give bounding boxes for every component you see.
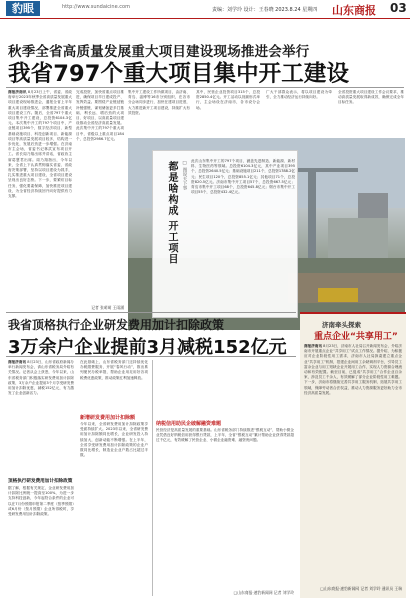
- divider: [6, 356, 296, 357]
- caption-subtitle: □ 图说天下事: [182, 161, 187, 190]
- story1-text-1: 8月23日上午，省委、省政府举行2023年秋季全省高质量发展重大项目建设现场推进会，通报全省上半年重大项目建设情况，部署推进全省重大项目建设工作。随后，全省797个重大项目集中开工建设，总投资6104.3亿元。本次集中开工的797个项目中，产业链项目395个，数字经济项目、新型基础设施项目、科技创新项目、新能源项目等高质量发展项目较多，结构进一步优化，发展后劲进一步增强。在济南市主会场，省委书记林武宣布项目开工。省长周乃翔出席并讲话，省政协主席葛慧君出席。周乃翔指出，今年以来，全省上下认真贯彻落实省委、省政府决策部署，坚持以项目建设为抓手，扎实推进重大项目建设，全省项目建设呈现出良好态势。下一步，要紧盯目标任务，强化要素保障，加快推进项目建设，为全省经济持续回升向好提供有力支撑。: [8, 90, 72, 199]
- story1-column-4: [196, 90, 260, 134]
- story2-column-2: [80, 422, 148, 596]
- story1-text-6: 全省投资重大项目建设工作会议要求，推动高质量发展取得新成效，确保完成全年目标任务。: [338, 90, 404, 105]
- story2-subhead-3: 纳税信用助民企破解融资难题: [156, 421, 222, 427]
- story2-column-2a: [80, 360, 148, 412]
- story2-headline: 3万余户企业提前3月减税152亿元: [8, 337, 287, 358]
- story1-lead: 商报济南讯: [8, 90, 27, 94]
- sidebar-kicker: 济南牵头探索: [322, 321, 361, 329]
- story1-byline: 记者 张萌萌 王雨涵: [91, 305, 124, 310]
- story1-column-5: [266, 90, 332, 134]
- story1-text-3: 集中开工建设工作所做项目，由济南、青岛、淄博等16市分别组织，在各市分会场同步进行，加快在建项目进度，大力推进新开工项目建设，持续扩大有效投资。: [128, 90, 190, 115]
- story1-text-4: 其中，民营企业投资项目315个，总投资2850.4亿元。开工活动以视频形式举行，主会场设在济南市，各市设分会场。: [196, 90, 260, 110]
- story1-column-6: [338, 90, 404, 134]
- story2-column-1: [8, 360, 74, 476]
- sidebar-lead: 商报济南讯: [304, 344, 322, 348]
- section-logo: 豹眼: [6, 1, 40, 16]
- sidebar-byline: □山东商报·速豹新闻网 记者 刘学玲 通讯员 王瑞: [320, 586, 402, 591]
- sidebar-box: [300, 312, 406, 598]
- sidebar-body: [304, 344, 402, 584]
- photo-caption-panel: [152, 150, 298, 318]
- story1-column-3: [128, 90, 190, 134]
- caption-text: 此次山东集中开工的797个项目，涵盖先进制造、新能源、新材料、生物医药等领域。总投资6104.3亿元，其中产业项目395个，总投资2640.5亿元；基础设施项目211个，总投资1788.2亿元；民生项目120个，总投资855.1亿元；其他项目71个，总投资820.5亿元。济南市集中开工项目57个，总投资667.5亿元；青岛市集中开工项目68个，总投资645.8亿元；烟台市集中开工项目55个，总投资432.4亿元。: [191, 159, 295, 195]
- site-url: http://www.sundaicine.com: [62, 4, 130, 10]
- story2-byline: □山东商报·速豹新闻网 记者 刘学玲: [233, 590, 294, 595]
- story2-text-2: 今年以来，全省研发费用加计扣除政策享受面持续扩大。2023年以来，全省研发费用加计扣除额同比增长，企业研发投入持续加大，创新动能不断增强。在上半年，全省享受研发费用加计扣除政策的企业户数同比增长，制造业企业户数占比超过半数。: [80, 422, 148, 458]
- story2-text-3: 在此基础上，山东省税务部门还持续优化办税缴费服务，开展“春风行动”，推出系列便民办税举措，帮助企业用足用好各项税费优惠政策，推动政策红利加速释放。: [80, 360, 148, 380]
- story1-column-1: [8, 90, 72, 312]
- story2-text-1: 8月23日，山东省政府新闻办举行新闻发布会，请山东省税务局介绍有关情况。记者从会上获悉，今年以来，山东省税务部门积极落实研发费用加计扣除政策，3万余户企业提前3个月享受研发费用加计扣除优惠，减税152亿元，有力激发了企业创新活力。: [8, 360, 74, 396]
- newspaper-name: 山东商报: [332, 4, 376, 17]
- story2-column-3a: [156, 360, 224, 420]
- page-meta: 责编：刘学玲 设计：王春晓 2023.8.24 星期四: [212, 7, 318, 13]
- story1-text-2: 完成投资，加快省重点项目推进，确保项目早日建成投产、发挥效益。要围绕产业链延链补链强链，谋划储备更多打基础、利长远、增后劲的大项目、好项目，以高质量项目建设推动全省经济高质量发展。此次集中开工的797个重大项目中，省级以上重点项目184个，总投资2986.7亿元。: [76, 90, 124, 141]
- divider: [6, 87, 404, 88]
- story1-headline: 我省797个重大项目集中开工建设: [8, 61, 350, 87]
- column-divider: [152, 360, 153, 596]
- story2-subhead-1: 顶格执行研发费用加计扣除政策: [8, 479, 73, 484]
- sidebar-text: 8月23日，济南市人社局召开新闻发布会，介绍济南市开展重点企业“共享用工”试点工作情况。据介绍，为积极应对企业阶段性用工需求，济南市人社局探索建立重点企业“共享用工”机制，搭建企业间用工余缺调剂平台，引导员工富余企业与用工短缺企业开展用工合作，实现人力资源合理流动和有效配置。截至目前，已促成“共享用工”合作企业百余家，涉及员工千余人，有效缓解了部分企业阶段性用工难题。下一步，济南市将继续完善共享用工服务机制，拓展共享用工领域，保障劳动者合法权益，推动人力资源服务更好助力全市经济高质量发展。: [304, 344, 402, 395]
- story2-text-4: 民营经济是高质量发展的重要基础。山东省税务部门持续推进“银税互动”，帮助小微企业凭借良好纳税信用获得银行贷款，上半年，全省“银税互动”累计帮助企业获得贷款超过千亿元，有效缓解了民营企业、小微企业融资难、融资贵问题。: [156, 428, 294, 443]
- story2-subhead-2: 新增研发费用加计扣除额: [80, 415, 136, 421]
- story2-kicker: 我省顶格执行企业研发费用加计扣除政策: [8, 318, 225, 332]
- sidebar-headline: 重点企业“共享用工”: [314, 332, 398, 342]
- page-number: 03: [390, 1, 407, 15]
- story1-column-2: [76, 90, 124, 312]
- story2-column-3: [156, 428, 294, 588]
- story2-column-1b: [8, 486, 74, 596]
- caption-title: 都是啥构成 开工项目: [166, 161, 177, 265]
- story1-kicker: 秋季全省高质量发展重大项目建设现场推进会举行: [8, 44, 310, 60]
- story2-lead: 商报济南讯: [8, 360, 27, 364]
- story1-text-5: 广大干部群众表示，将以项目建设为牵引，全力推动经济运行持续向好。: [266, 90, 332, 100]
- divider: [6, 312, 296, 313]
- story2-text-1b: 据了解，根据有关规定，企业研发费用加计扣除比例统一提高至100%，为进一步支持科技创新，今年起符合条件的企业可以在7月份预缴申报第二季度（按季预缴）或6月份（按月预缴）企业所得税时，享受研发费用加计扣除政策。: [8, 486, 74, 517]
